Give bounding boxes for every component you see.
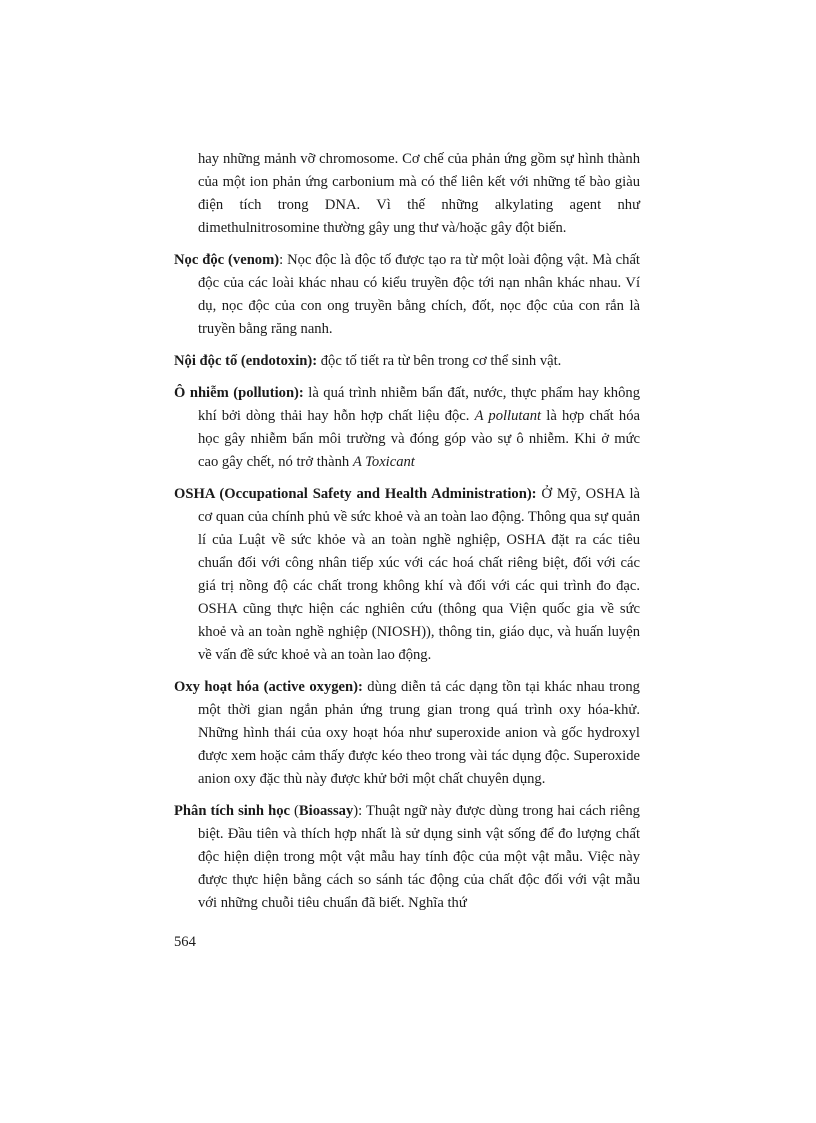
entry-pollution bbox=[174, 382, 640, 474]
entry-term: Phân tích sinh học bbox=[174, 803, 290, 819]
entry-term: Ô nhiễm (pollution): bbox=[174, 385, 304, 401]
entry-term: Nọc độc (venom) bbox=[174, 252, 280, 268]
entry-term-english: Bioassay bbox=[298, 803, 354, 819]
entry-italic-term: A Toxicant bbox=[352, 454, 415, 470]
page-number: 564 bbox=[174, 934, 196, 950]
entry-endotoxin bbox=[174, 350, 640, 373]
entry-bioassay bbox=[174, 800, 640, 915]
entry-italic-term: A pollutant bbox=[474, 408, 542, 424]
entry-definition: độc tố tiết ra từ bên trong cơ thể sinh vật. bbox=[317, 353, 562, 369]
entry-venom bbox=[174, 249, 640, 341]
entry-definition: Ở Mỹ, OSHA là cơ quan của chính phủ về sức khoẻ và an toàn lao động. Thông qua sự quản lí của Luật về sức khỏe và an toàn nghề nghiệp, OSHA đặt ra các tiêu chuẩn đối với công nhân tiếp xúc với các hoá chất riêng biệt, đối với các giá trị nồng độ các chất trong không khí và đối với các qui trình đo đạc. OSHA cũng thực hiện các nghiên cứu (thông qua Viện quốc gia về sức khoẻ và an toàn nghề nghiệp (NIOSH)), thông tin, giáo dục, và huấn luyện về vấn đề sức khoẻ và an toàn lao động. bbox=[198, 486, 641, 663]
entry-definition: dùng diễn tả các dạng tồn tại khác nhau trong một thời gian ngắn phản ứng trung gian trong quá trình oxy hóa-khử. Những hình thái của oxy hoạt hóa như superoxide anion và gốc hydroxyl được xem hoặc cảm thấy được kéo theo trong vài tác dụng độc. Superoxide anion oxy đặc thù này được khử bởi một chất chuyên dụng. bbox=[198, 679, 640, 787]
entry-term: Oxy hoạt hóa (active oxygen): bbox=[174, 679, 363, 695]
entry-term: Nội độc tố (endotoxin): bbox=[174, 353, 318, 369]
entry-term: OSHA (Occupational Safety and Health Administration): bbox=[174, 486, 537, 502]
entry-active-oxygen bbox=[174, 676, 640, 791]
entry-definition: ): Thuật ngữ này được dùng trong hai cách riêng biệt. Đầu tiên và thích hợp nhất là sử dụng sinh vật sống để đo lượng chất độc hiện diện trong một vật mẫu hay tính độc của một vật mẫu. Việc này được thực hiện bằng cách so sánh tác động của chất độc đối với vật mẫu với những chuỗi tiêu chuẩn đã biết. Nghĩa thứ bbox=[198, 803, 640, 911]
entry-definition: : Nọc độc là độc tố được tạo ra từ một loài động vật. Mà chất độc của các loài khác nhau có kiểu truyền độc tới nạn nhân khác nhau. Ví dụ, nọc độc của con ong truyền bằng chích, đốt, nọc độc của con rắn là truyền bằng răng nanh. bbox=[198, 252, 640, 337]
entry-definition: là hợp chất hóa học gây nhiễm bẩn môi trường và đóng góp vào sự ô nhiễm. Khi ở mức cao gây chết, nó trở thành bbox=[198, 408, 640, 470]
entry-definition: ( bbox=[289, 803, 299, 819]
entry-osha bbox=[174, 483, 640, 667]
page-body bbox=[174, 148, 640, 924]
entry-text: hay những mảnh vỡ chromosome. Cơ chế của phản ứng gồm sự hình thành của một ion phản ứng carbonium mà có thể liên kết với những tế bào giàu điện tích trong DNA. Vì thế những alkylating agent như dimethulnitrosomine thường gây ung thư và/hoặc gây đột biến. bbox=[198, 151, 640, 236]
entry-continuation-chromosome bbox=[174, 148, 640, 240]
entry-definition: là quá trình nhiễm bẩn đất, nước, thực phẩm hay không khí bởi dòng thải hay hỗn hợp chất liệu độc. bbox=[198, 385, 640, 424]
